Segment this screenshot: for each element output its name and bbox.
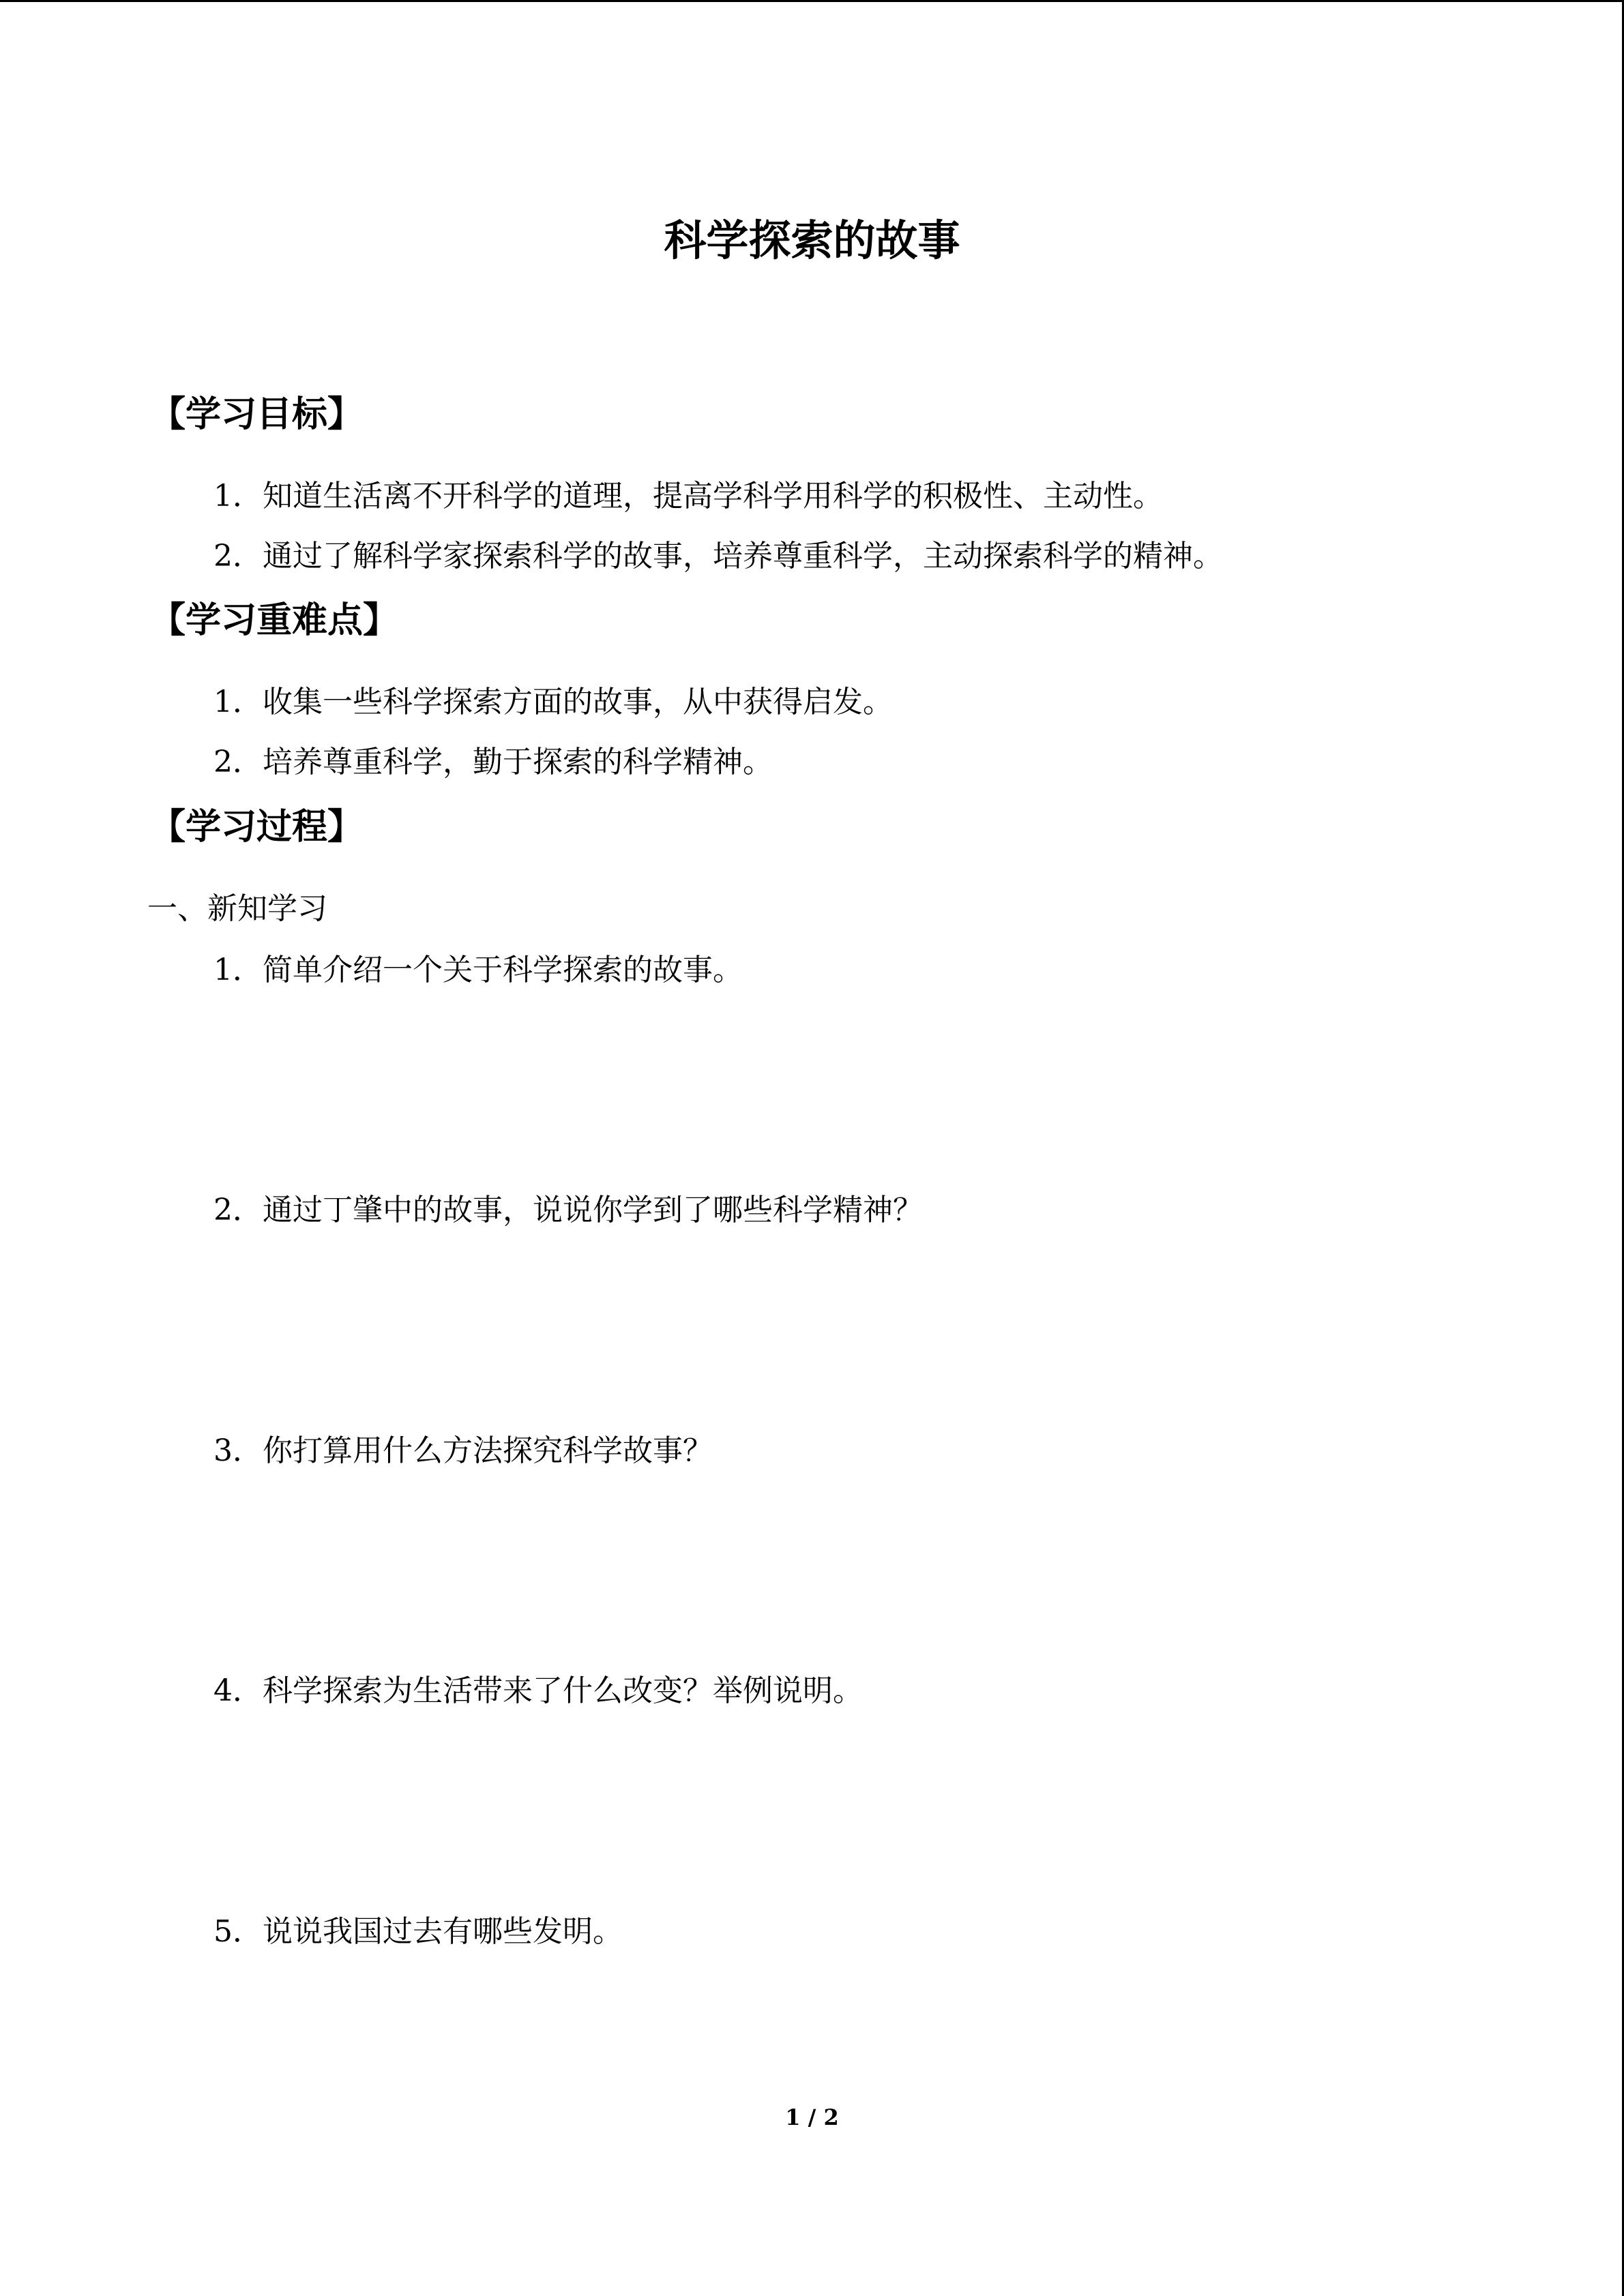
question-item-1: 1．简单介绍一个关于科学探索的故事。 <box>213 953 743 987</box>
section-heading-process: 【学习过程】 <box>150 807 364 848</box>
question-item-2: 2．通过丁肇中的故事，说说你学到了哪些科学精神？ <box>213 1193 923 1227</box>
question-item-5: 5．说说我国过去有哪些发明。 <box>213 1914 623 1949</box>
question-item-3: 3．你打算用什么方法探究科学故事？ <box>213 1433 713 1468</box>
objective-item-1: 1．知道生活离不开科学的道理，提高学科学用科学的积极性、主动性。 <box>213 479 1163 513</box>
objective-item-2: 2．通过了解科学家探索科学的故事，培养尊重科学，主动探索科学的精神。 <box>213 539 1223 573</box>
question-item-4: 4．科学探索为生活带来了什么改变？举例说明。 <box>213 1673 863 1708</box>
process-subheading: 一、新知学习 <box>147 891 327 926</box>
section-heading-key-points: 【学习重难点】 <box>150 600 399 641</box>
key-point-item-2: 2．培养尊重科学，勤于探索的科学精神。 <box>213 745 773 779</box>
page-number: 1 / 2 <box>785 2104 839 2130</box>
section-heading-objectives: 【学习目标】 <box>150 394 364 435</box>
key-point-item-1: 1．收集一些科学探索方面的故事，从中获得启发。 <box>213 685 893 719</box>
document-title: 科学探索的故事 <box>664 215 960 265</box>
